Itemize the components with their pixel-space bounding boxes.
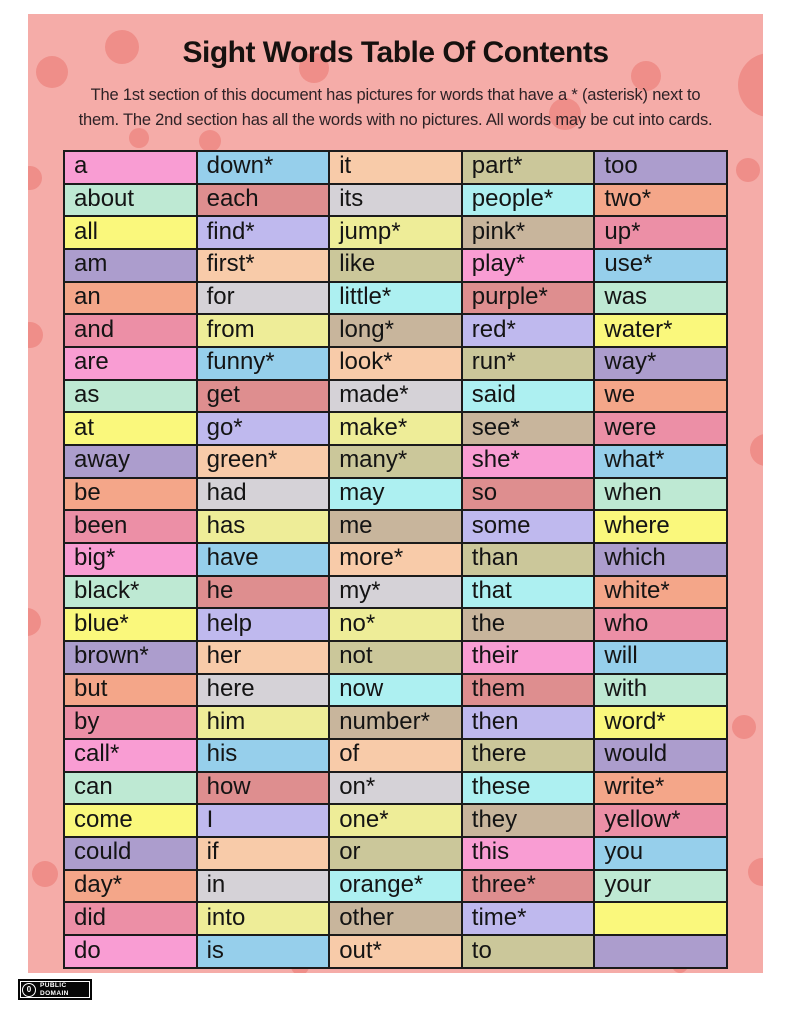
word-cell: too [594, 151, 727, 184]
word-cell: away [64, 445, 197, 478]
word-cell: am [64, 249, 197, 282]
word-cell: will [594, 641, 727, 674]
word-cell: its [329, 184, 462, 217]
word-cell: water* [594, 314, 727, 347]
word-cell: some [462, 510, 595, 543]
word-cell: make* [329, 412, 462, 445]
word-cell: to [462, 935, 595, 968]
intro-line-2: them. The 2nd section has all the words with no pictures. All words may be cut into cards. [78, 110, 713, 129]
word-cell: were [594, 412, 727, 445]
word-cell: out* [329, 935, 462, 968]
word-cell: the [462, 608, 595, 641]
word-cell: her [197, 641, 330, 674]
word-cell: other [329, 902, 462, 935]
word-cell: may [329, 478, 462, 511]
word-cell: so [462, 478, 595, 511]
word-cell: into [197, 902, 330, 935]
word-cell: way* [594, 347, 727, 380]
word-cell: as [64, 380, 197, 413]
word-cell: of [329, 739, 462, 772]
word-cell: would [594, 739, 727, 772]
table-row [64, 216, 727, 249]
word-cell: is [197, 935, 330, 968]
word-cell: more* [329, 543, 462, 576]
word-cell: look* [329, 347, 462, 380]
word-cell: three* [462, 870, 595, 903]
word-cell: said [462, 380, 595, 413]
word-cell: from [197, 314, 330, 347]
word-cell: me [329, 510, 462, 543]
word-cell: use* [594, 249, 727, 282]
word-cell: word* [594, 706, 727, 739]
word-cell: up* [594, 216, 727, 249]
word-cell: who [594, 608, 727, 641]
word-cell: see* [462, 412, 595, 445]
table-row [64, 837, 727, 870]
word-cell: like [329, 249, 462, 282]
word-cell: then [462, 706, 595, 739]
word-cell: first* [197, 249, 330, 282]
empty-cell [594, 935, 727, 968]
table-row [64, 870, 727, 903]
word-cell: there [462, 739, 595, 772]
word-cell: him [197, 706, 330, 739]
word-cell: I [197, 804, 330, 837]
word-cell: down* [197, 151, 330, 184]
intro-text [38, 83, 754, 133]
word-cell: if [197, 837, 330, 870]
sight-words-table [63, 150, 728, 969]
word-cell: at [64, 412, 197, 445]
word-cell: was [594, 282, 727, 315]
word-cell: go* [197, 412, 330, 445]
word-cell: you [594, 837, 727, 870]
word-cell: black* [64, 576, 197, 609]
word-cell: many* [329, 445, 462, 478]
polka-dot [28, 166, 42, 190]
table-row [64, 380, 727, 413]
word-cell: about [64, 184, 197, 217]
word-cell: them [462, 674, 595, 707]
word-cell: are [64, 347, 197, 380]
table-row [64, 739, 727, 772]
word-cell: she* [462, 445, 595, 478]
table-row [64, 543, 727, 576]
word-cell: be [64, 478, 197, 511]
polka-dot [28, 322, 43, 348]
word-cell: find* [197, 216, 330, 249]
table-row [64, 445, 727, 478]
word-cell: had [197, 478, 330, 511]
table-row [64, 935, 727, 968]
table-row [64, 314, 727, 347]
word-cell: get [197, 380, 330, 413]
table-row [64, 347, 727, 380]
word-cell: part* [462, 151, 595, 184]
word-cell: with [594, 674, 727, 707]
public-domain-label-line2: DOMAIN [40, 989, 69, 997]
word-cell: than [462, 543, 595, 576]
word-cell: on* [329, 772, 462, 805]
table-row [64, 608, 727, 641]
word-cell: made* [329, 380, 462, 413]
word-cell: we [594, 380, 727, 413]
word-cell: funny* [197, 347, 330, 380]
polka-dot [732, 715, 756, 739]
word-cell: blue* [64, 608, 197, 641]
polka-dot [736, 158, 760, 182]
word-cell: help [197, 608, 330, 641]
word-cell: how [197, 772, 330, 805]
word-cell: come [64, 804, 197, 837]
table-row [64, 184, 727, 217]
word-cell: can [64, 772, 197, 805]
word-cell: two* [594, 184, 727, 217]
word-cell: that [462, 576, 595, 609]
word-cell: or [329, 837, 462, 870]
polka-dot [750, 434, 763, 466]
word-cell: white* [594, 576, 727, 609]
word-cell: each [197, 184, 330, 217]
page-title: Sight Words Table Of Contents [182, 36, 609, 69]
word-cell: big* [64, 543, 197, 576]
word-cell: play* [462, 249, 595, 282]
word-cell: little* [329, 282, 462, 315]
word-cell: your [594, 870, 727, 903]
word-cell: but [64, 674, 197, 707]
polka-dot [28, 608, 41, 636]
public-domain-zero-icon: 0 [22, 983, 36, 997]
polka-dot [748, 858, 763, 886]
table-row [64, 641, 727, 674]
word-cell: their [462, 641, 595, 674]
word-cell: which [594, 543, 727, 576]
word-cell: green* [197, 445, 330, 478]
word-cell: long* [329, 314, 462, 347]
word-cell: in [197, 870, 330, 903]
word-cell: by [64, 706, 197, 739]
table-row [64, 412, 727, 445]
polka-dot [199, 130, 221, 152]
word-cell: call* [64, 739, 197, 772]
word-cell: brown* [64, 641, 197, 674]
table-row [64, 282, 727, 315]
word-cell: day* [64, 870, 197, 903]
table-row [64, 902, 727, 935]
word-cell: his [197, 739, 330, 772]
table-row [64, 674, 727, 707]
word-cell: when [594, 478, 727, 511]
word-cell: this [462, 837, 595, 870]
table-row [64, 576, 727, 609]
word-cell: pink* [462, 216, 595, 249]
word-cell: have [197, 543, 330, 576]
table-row [64, 804, 727, 837]
word-cell: he [197, 576, 330, 609]
word-cell: all [64, 216, 197, 249]
word-cell: red* [462, 314, 595, 347]
poster [28, 14, 763, 973]
word-cell: what* [594, 445, 727, 478]
word-cell: orange* [329, 870, 462, 903]
word-cell: write* [594, 772, 727, 805]
word-cell: an [64, 282, 197, 315]
word-cell: it [329, 151, 462, 184]
public-domain-label-line1: PUBLIC [40, 982, 67, 990]
word-cell: one* [329, 804, 462, 837]
table-row [64, 478, 727, 511]
word-cell: been [64, 510, 197, 543]
table-row [64, 772, 727, 805]
word-cell: could [64, 837, 197, 870]
table-row [64, 706, 727, 739]
word-cell: not [329, 641, 462, 674]
word-cell: did [64, 902, 197, 935]
table-row [64, 249, 727, 282]
public-domain-badge [18, 979, 92, 1000]
word-cell: where [594, 510, 727, 543]
word-cell: has [197, 510, 330, 543]
word-cell: yellow* [594, 804, 727, 837]
word-cell: jump* [329, 216, 462, 249]
word-cell: now [329, 674, 462, 707]
word-cell: run* [462, 347, 595, 380]
word-cell: no* [329, 608, 462, 641]
word-cell: purple* [462, 282, 595, 315]
polka-dot [32, 861, 58, 887]
word-cell: for [197, 282, 330, 315]
word-cell: and [64, 314, 197, 347]
public-domain-label [40, 982, 69, 997]
table-row [64, 151, 727, 184]
table-row [64, 510, 727, 543]
sight-words-table-body [64, 151, 727, 968]
word-cell: do [64, 935, 197, 968]
word-cell: these [462, 772, 595, 805]
empty-cell [594, 902, 727, 935]
word-cell: people* [462, 184, 595, 217]
word-cell: a [64, 151, 197, 184]
word-cell: number* [329, 706, 462, 739]
word-cell: here [197, 674, 330, 707]
word-cell: my* [329, 576, 462, 609]
word-cell: time* [462, 902, 595, 935]
word-cell: they [462, 804, 595, 837]
intro-line-1: The 1st section of this document has pictures for words that have a * (asterisk) next to [90, 86, 701, 104]
